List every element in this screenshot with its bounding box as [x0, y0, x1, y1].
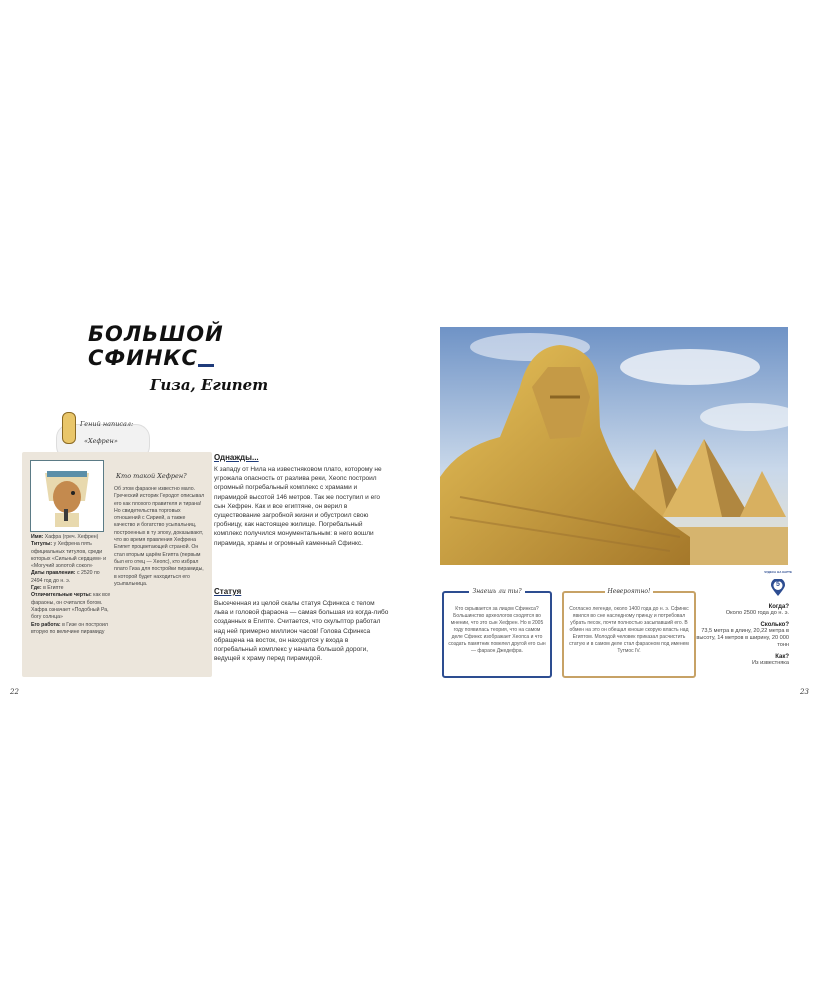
fact-row — [31, 585, 111, 592]
frame-title: Знаешь ли ты? — [444, 588, 550, 595]
map-badge-text: ЧУДЕСА НА КАРТЕ — [763, 570, 792, 574]
card-question: Кто такой Хефрен? — [116, 472, 187, 480]
info-value-when: Около 2500 года до н. э. — [725, 610, 789, 616]
sphinx-photo — [440, 327, 788, 565]
inscription-label: Гений написал: — [80, 420, 134, 428]
fact-row — [31, 570, 111, 585]
map-badge-number: 5 — [776, 581, 780, 588]
fact-label: Даты правления: — [31, 570, 76, 577]
title-divider — [198, 364, 214, 367]
fact-label: Где: — [31, 585, 42, 592]
pharaoh-portrait — [30, 460, 104, 532]
info-label-howmuch: Сколько? — [760, 622, 789, 628]
inscription-name: «Хефрен» — [84, 437, 118, 445]
card-bio — [114, 486, 206, 588]
fact-label: Титулы: — [31, 541, 53, 548]
cartouche-icon — [62, 412, 76, 444]
fact-row — [31, 622, 111, 637]
section-heading-once: Однажды... — [214, 453, 259, 462]
frame-title: Невероятно! — [564, 588, 694, 595]
fact-label: Имя: — [31, 534, 44, 540]
section-heading-statue: Статуя — [214, 587, 242, 596]
section-text-once: К западу от Нила на известняковом плато, которому не угрожала опасность от разлива реки, Хеопс построил огромный погребальный комплекс с храмами и пирамидой высотой 146 метров. Так же поступил и его сын Хефрен. Как и все египтяне, он верил в существование загробной жизни и обустроил свою гробницу, как настоящее жилище. Погребальный комплекс получился монументальным: в него вошли пирамида, храмы и огромный каменный Сфинкс. — [214, 466, 382, 547]
fact-value: в Египте — [43, 585, 64, 592]
frame-text: Кто скрывается за лицом Сфинкса? Большинство археологов сходятся во мнении, что это сын Хефрен. Но в 2005 году появилась теория, что на самом деле Сфинкс изображает Хеопса и что создать памятник повелел другой его сын — фараон Джедефра. — [448, 606, 546, 654]
fact-value: у Хефрена пять официальных титулов, среди которых «Сильный сердцем» и «Могучий золотой сокол» — [31, 541, 107, 570]
fact-row — [31, 541, 111, 570]
fact-row — [31, 534, 111, 541]
info-label-how: Как? — [775, 654, 789, 660]
did-you-know-frame — [442, 588, 552, 678]
fact-label: Отличительные черты: — [31, 592, 92, 599]
info-block — [694, 604, 789, 667]
info-value-howmuch: 73,5 метра в длину, 20,22 метра в высоту, 14 метров в ширину, 20 000 тонн — [696, 628, 789, 648]
location-subtitle: Гиза, Египет — [150, 376, 269, 394]
fact-row — [31, 592, 111, 621]
incredible-frame — [562, 588, 696, 678]
card-bio-text: Об этом фараоне известно мало. Греческий историк Геродот описывал его как плохого правителя и тирана! Но свидетельства торговых отношений с Сирией, а также качество и богатство усыпальниц, построенных в ту эпоху, доказывают, что во время правления Хефрена Египет процветающей страной. Он стал вторым царём Египта (первым был его отец — Хеопс), кто избрал плато Гиза для постройки пирамиды, в которой будет находиться его усыпальница. — [114, 486, 205, 587]
fact-value: с 2520 по 2494 год до н. э. — [31, 570, 100, 584]
fact-value: как все фараоны, он считался богом. Хафра означает «Подобный Ра, богу солнца» — [31, 592, 111, 621]
fact-value: Хафра (греч. Хефрен) — [44, 534, 99, 540]
info-value-how: Из известняка — [751, 660, 789, 666]
fact-label: Его работа: — [31, 621, 61, 628]
card-facts — [31, 534, 111, 636]
frame-text: Согласно легенде, около 1400 года до н. э. Сфинкс явился во сне наследному принцу и потребовал убрать песок, почти полностью засыпавший его. В обмен на это он обещал юноше скорую власть над Египтом. Молодой человек приказал расчистить статую и в самом деле стал фараоном под именем Тутмос IV. — [569, 606, 689, 654]
info-label-when: Когда? — [768, 604, 789, 610]
page-number-left: 22 — [10, 688, 19, 696]
page-title: БОЛЬШОЙ СФИНКС — [88, 322, 224, 370]
section-text-statue: Высеченная из целой скалы статуя Сфинкса с телом льва и головой фараона — самая большая из когда-либо созданных в Египте. Считается, что скульптор работал над ней примерно миллион часов! Голова Сфинкса обращена на восток, он находится у входа в погребальный комплекс у начала большой дороги, ведущей к храму перед пирамидой. — [214, 600, 389, 663]
fact-value: в Гизе он построил вторую по величине пирамиду — [31, 621, 108, 635]
page-number-right: 23 — [800, 688, 809, 696]
